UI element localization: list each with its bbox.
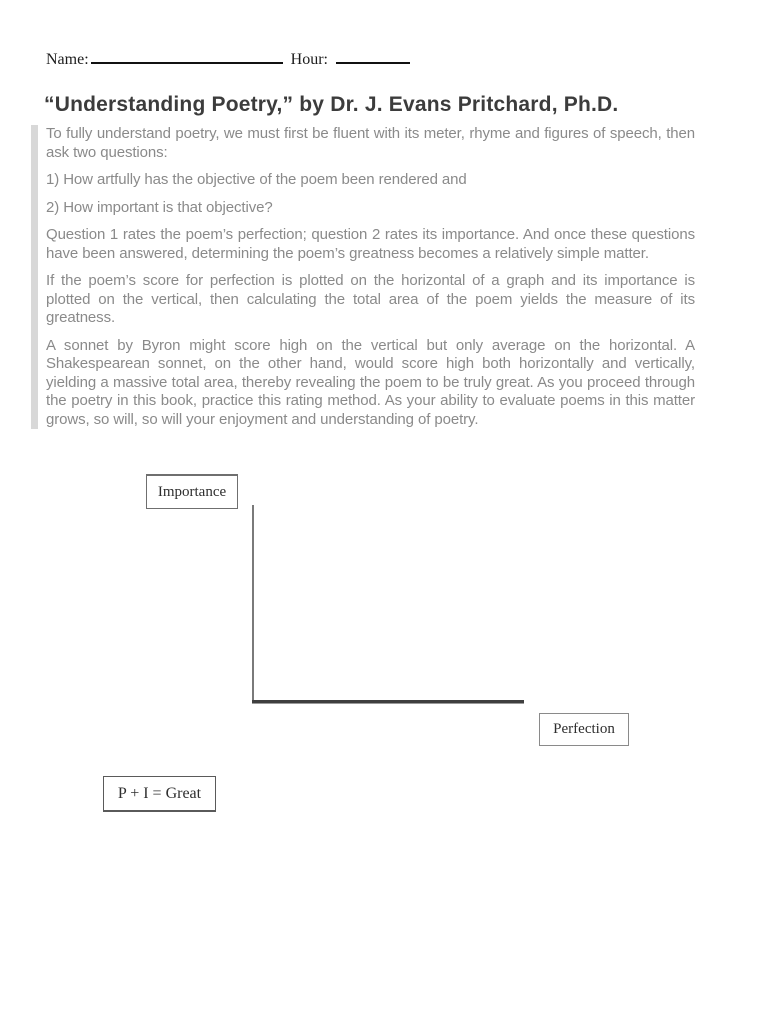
essay-paragraph: To fully understand poetry, we must first be fluent with its meter, rhyme and figures of speech, then ask two questions: xyxy=(46,125,695,161)
hour-label: Hour: xyxy=(290,51,328,68)
importance-axis-label-box xyxy=(146,474,238,509)
essay-paragraph: Question 1 rates the poem’s perfection; question 2 rates its importance. And once these questions have been answered, determining the poem’s greatness becomes a relatively simple matter. xyxy=(46,226,695,262)
page-title: “Understanding Poetry,” by Dr. J. Evans Pritchard, Ph.D. xyxy=(44,93,619,116)
essay-quote-block xyxy=(31,125,695,429)
hour-blank-line xyxy=(336,46,410,64)
essay-paragraph: 1) How artfully has the objective of the poem been rendered and xyxy=(46,171,467,188)
perfection-axis-label-box xyxy=(539,713,629,746)
importance-axis-label: Importance xyxy=(157,483,227,500)
graph-x-axis-line xyxy=(252,700,524,704)
graph-y-axis-line xyxy=(252,505,254,702)
name-blank-line xyxy=(91,46,283,64)
essay-paragraph: A sonnet by Byron might score high on the vertical but only average on the horizontal. A Shakespearean sonnet, on the other hand, would score high both horizontally and vertically, yielding a massive total area, thereby revealing the poem to be truly great. As you proceed through the poetry in this book, practice this rating method. As your ability to evaluate poems in this matter grows, so will, so will your enjoyment and understanding of poetry. xyxy=(46,336,695,428)
essay-paragraph: If the poem’s score for perfection is plotted on the horizontal of a graph and its importance is plotted on the vertical, then calculating the total area of the poem yields the measure of its greatness. xyxy=(46,272,695,326)
name-label: Name: xyxy=(46,51,89,68)
perfection-axis-label: Perfection xyxy=(553,721,615,737)
greatness-formula-box xyxy=(103,776,216,812)
essay-paragraph: 2) How important is that objective? xyxy=(46,198,273,216)
greatness-formula-text: P + I = Great xyxy=(117,784,202,802)
name-hour-row xyxy=(46,46,412,69)
